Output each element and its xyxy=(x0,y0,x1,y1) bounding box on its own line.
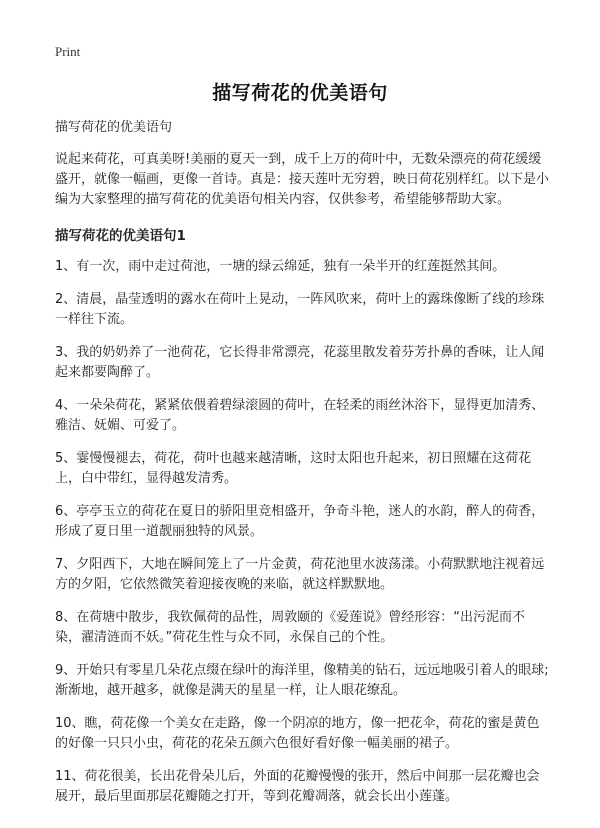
document-subtitle: 描写荷花的优美语句 xyxy=(55,120,173,135)
print-link[interactable]: Print xyxy=(55,44,81,59)
list-item: 11、荷花很美，长出花骨朵儿后，外面的花瓣慢慢的张开，然后中间那一层花瓣也会展开，最后里面那层花瓣随之打开，等到花瓣凋落，就会长出小莲蓬。 xyxy=(55,769,540,804)
list-item: 2、清晨，晶莹透明的露水在荷叶上晃动，一阵风吹来，荷叶上的露珠像断了线的珍珠一样往下流。 xyxy=(55,292,545,327)
list-item: 1、有一次，雨中走过荷池，一塘的绿云绵延，独有一朵半开的红莲挺然其间。 xyxy=(55,259,506,274)
section-heading: 描写荷花的优美语句1 xyxy=(55,228,186,244)
list-item: 5、霎慢慢褪去，荷花，荷叶也越来越清晰，这时太阳也升起来，初日照耀在这荷花上，白中带红，显得越发清秀。 xyxy=(55,451,532,486)
page-title: 描写荷花的优美语句 xyxy=(212,82,388,104)
list-item: 3、我的奶奶养了一池荷花，它长得非常漂亮，花蕊里散发着芬芳扑鼻的香味，让人闻起来都要陶醉了。 xyxy=(55,345,545,380)
list-item: 7、夕阳西下，大地在瞬间笼上了一片金黄，荷花池里水波荡漾。小荷默默地注视着远方的夕阳，它依然微笑着迎接夜晚的来临，就这样默默地。 xyxy=(55,557,545,592)
list-item: 8、在荷塘中散步，我钦佩荷的品性，周敦颐的《爱莲说》曾经形容：“出污泥而不染，濯清涟而不妖。”荷花生性与众不同，永保自己的个性。 xyxy=(55,610,526,645)
list-item: 10、瞧，荷花像一个美女在走路，像一个阴凉的地方，像一把花伞，荷花的蜜是黄色的好像一只只小虫，荷花的花朵五颜六色很好看好像一幅美丽的裙子。 xyxy=(55,716,540,751)
intro-paragraph: 说起来荷花，可真美呀!美丽的夏天一到，成千上万的荷叶中，无数朵漂亮的荷花缓缓盛开，就像一幅画，更像一首诗。真是：接天莲叶无穷碧，映日荷花别样红。以下是小编为大家整理的描写荷花的优美语句相关内容，仅供参考，希望能够帮助大家。 xyxy=(55,152,550,207)
list-item: 6、亭亭玉立的荷花在夏日的骄阳里竞相盛开，争奇斗艳，迷人的水韵，醉人的荷香，形成了夏日里一道靓丽独特的风景。 xyxy=(55,504,545,539)
document-body xyxy=(55,119,550,820)
list-item: 9、开始只有零星几朵花点缀在绿叶的海洋里，像精美的钻石，远远地吸引着人的眼球;渐渐地，越开越多，就像是满天的星星一样，让人眼花缭乱。 xyxy=(55,663,549,698)
list-item: 4、一朵朵荷花，紧紧依偎着碧绿滚圆的荷叶，在轻柔的雨丝沐浴下，显得更加清秀、雅洁、妩媚、可爱了。 xyxy=(55,398,545,433)
